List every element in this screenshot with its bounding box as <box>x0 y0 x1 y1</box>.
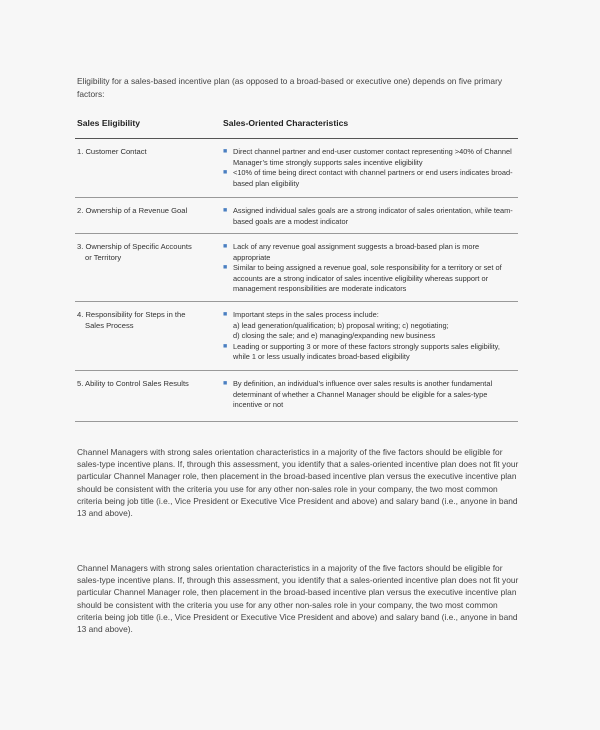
factor-label: 2. Ownership of a Revenue Goal <box>77 206 188 215</box>
list-item: ■ Similar to being assigned a revenue goal, sole responsibility for a territory or set of accounts are a strong indicator of sales incentive eligibility whereas support or management responsibilities are moderate indicators <box>223 263 502 294</box>
characteristics-cell <box>223 371 518 421</box>
list-item: ■ <10% of time being direct contact with channel partners or end users indicates broad-based plan eligibility <box>223 168 513 188</box>
table-row <box>75 139 518 197</box>
bullet-square-icon: ■ <box>223 243 228 250</box>
intro-text: Eligibility for a sales-based incentive plan (as opposed to a broad-based or executive one) depends on five primary factors: <box>77 76 503 99</box>
factor-label-continued: Sales Process <box>85 320 134 330</box>
header-sales-characteristics: Sales-Oriented Characteristics <box>223 118 349 128</box>
list-item: ■ Assigned individual sales goals are a strong indicator of sales orientation, while team-based goals are a modest indicator <box>223 206 513 226</box>
table-bottom-rule <box>75 421 518 422</box>
sub-item: a) lead generation/qualification; b) proposal writing; c) negotiating; <box>233 320 449 330</box>
factor-label: 1. Customer Contact <box>77 147 147 156</box>
table-row <box>75 198 518 233</box>
factor-cell <box>75 234 223 301</box>
factor-label: 5. Ability to Control Sales Results <box>77 379 189 388</box>
body-paragraph: Channel Managers with strong sales orientation characteristics in a majority of the five factors should be eligible for sales-type incentive plans. If, through this assessment, you identify that a sales-oriented incentive plan does not fit your particular Channel Manager role, then placement in the broad-based incentive plan versus the executive incentive plan should be consistent with the criteria you use for any other non-sales role in your company, the two most common criteria being job title (i.e., Vice President or Executive Vice President and above) and salary band (i.e., anyone in band 13 and above). <box>77 447 519 519</box>
list-item: ■ Important steps in the sales process include: <box>223 310 379 319</box>
table-row <box>75 234 518 301</box>
table-row <box>75 371 518 421</box>
bullet-square-icon: ■ <box>223 148 228 155</box>
bullet-square-icon: ■ <box>223 342 228 350</box>
list-item: ■ Lack of any revenue goal assignment suggests a broad-based plan is more appropriate <box>223 242 480 262</box>
list-item: ■ Direct channel partner and end-user customer contact representing >40% of Channel Manager’s time strongly supports sales incentive eligibility <box>223 147 512 167</box>
factor-cell <box>75 198 223 233</box>
sub-item: d) closing the sale; and e) managing/expanding new business <box>233 331 436 341</box>
table-row <box>75 302 518 370</box>
bullet-square-icon: ■ <box>223 264 228 272</box>
factor-label: 4. Responsibility for Steps in the <box>77 310 186 319</box>
factor-label-continued: or Territory <box>85 252 122 262</box>
factor-cell <box>75 371 223 421</box>
body-paragraph: Channel Managers with strong sales orientation characteristics in a majority of the five factors should be eligible for sales-type incentive plans. If, through this assessment, you identify that a sales-oriented incentive plan does not fit your particular Channel Manager role, then placement in the broad-based incentive plan versus the executive incentive plan should be consistent with the criteria you use for any other non-sales role in your company, the two most common criteria being job title (i.e., Vice President or Executive Vice President and above) and salary band (i.e., anyone in band 13 and above). <box>77 563 519 635</box>
characteristics-cell <box>223 234 518 301</box>
factor-cell <box>75 302 223 370</box>
bullet-square-icon: ■ <box>223 207 228 214</box>
characteristics-cell <box>223 139 518 197</box>
bullet-square-icon: ■ <box>223 380 228 387</box>
list-item: ■ Leading or supporting 3 or more of these factors strongly supports sales eligibility, while 1 or less usually indicates broad-based eligibility <box>223 341 500 362</box>
factor-cell <box>75 139 223 197</box>
bullet-square-icon: ■ <box>223 311 228 318</box>
header-sales-eligibility: Sales Eligibility <box>77 118 141 128</box>
characteristics-cell <box>223 302 518 370</box>
characteristics-cell <box>223 198 518 233</box>
factor-label: 3. Ownership of Specific Accounts <box>77 242 192 251</box>
table-header <box>75 118 518 138</box>
list-item: ■ By definition, an individual’s influence over sales results is another fundamental determinant of whether a Channel Manager should be eligible for a sales-type incentive or not <box>223 379 493 410</box>
eligibility-table <box>75 118 518 422</box>
bullet-square-icon: ■ <box>223 169 228 177</box>
